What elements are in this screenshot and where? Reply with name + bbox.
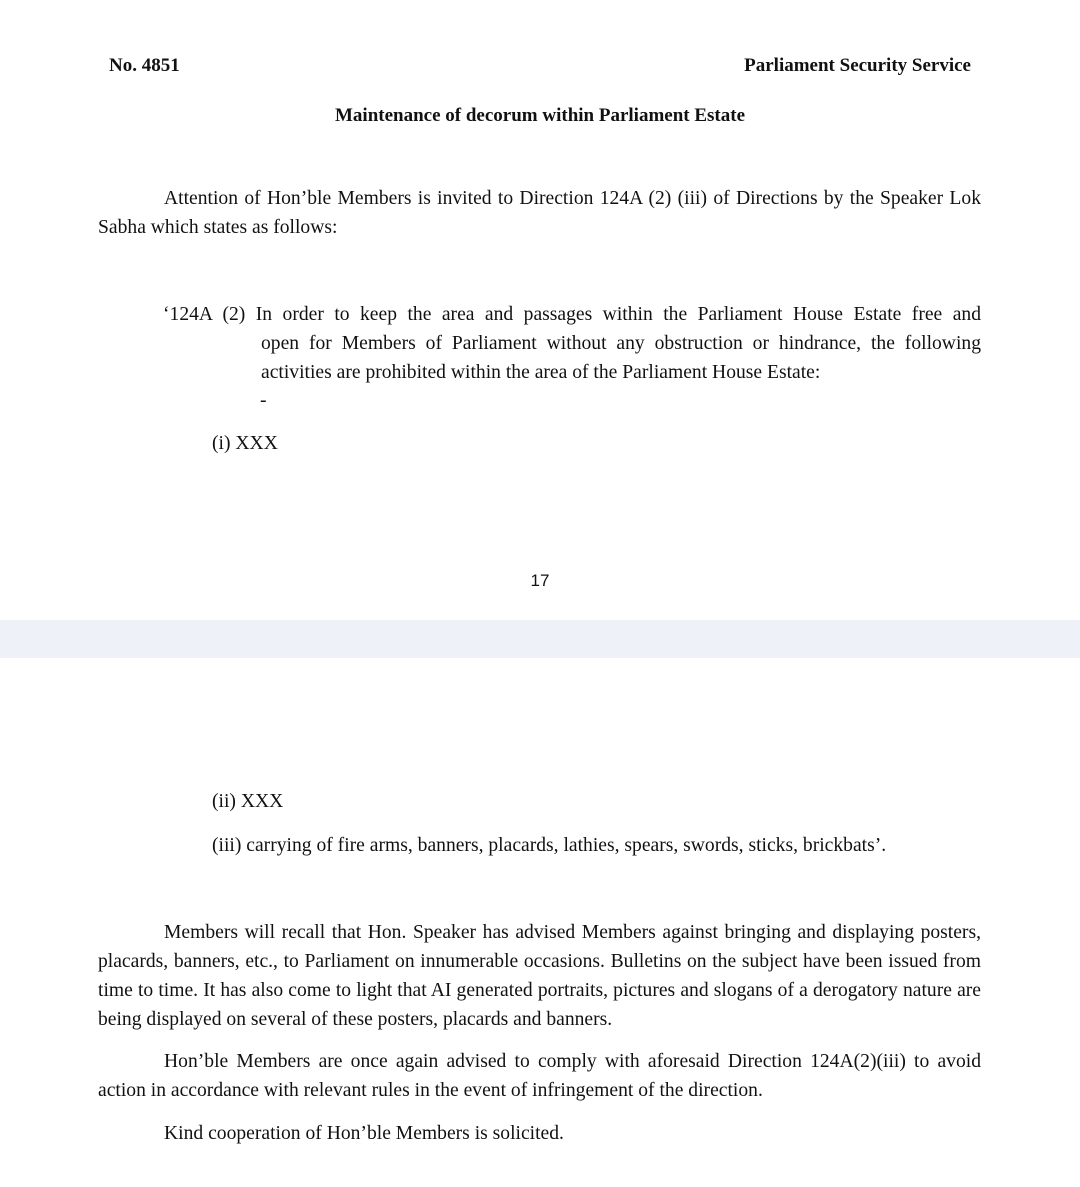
advise-paragraph: Hon’ble Members are once again advised to comply with aforesaid Direction 124A(2)(iii) to avoid action in accordance with relevant rules in the event of infringement of the direction.: [98, 1051, 981, 1101]
quote-item-iii: (iii) carrying of fire arms, banners, placards, lathies, spears, swords, sticks, brickbats’.: [212, 835, 887, 856]
intro-paragraph: Attention of Hon’ble Members is invited to Direction 124A (2) (iii) of Directions by the Speaker Lok Sabha which states as follows:: [98, 188, 981, 238]
direction-quote: [163, 300, 981, 387]
quote-first-line: ‘124A (2) In order to keep the area and passages within the Parliament House Estate free and: [163, 304, 981, 325]
page-number: 17: [530, 571, 550, 590]
quote-dash: -: [260, 390, 267, 411]
organization-name: Parliament Security Service: [744, 55, 971, 76]
quote-continuation: open for Members of Parliament without any obstruction or hindrance, the following activities are prohibited within the area of the Parliament House Estate:: [261, 333, 981, 383]
page-break-divider: [0, 620, 1080, 658]
quote-item-i: (i) XXX: [212, 433, 278, 454]
closing-line: Kind cooperation of Hon’ble Members is solicited.: [164, 1123, 564, 1144]
quote-item-ii: (ii) XXX: [212, 791, 284, 812]
document-title: Maintenance of decorum within Parliament Estate: [334, 105, 746, 126]
recall-paragraph: Members will recall that Hon. Speaker has advised Members against bringing and displaying posters, placards, banners, etc., to Parliament on innumerable occasions. Bulletins on the subject have been issued from time to time. It has also come to light that AI generated portraits, pictures and slogans of a derogatory nature are being displayed on several of these posters, placards and banners.: [98, 922, 981, 1030]
document-number: No. 4851: [109, 55, 180, 76]
